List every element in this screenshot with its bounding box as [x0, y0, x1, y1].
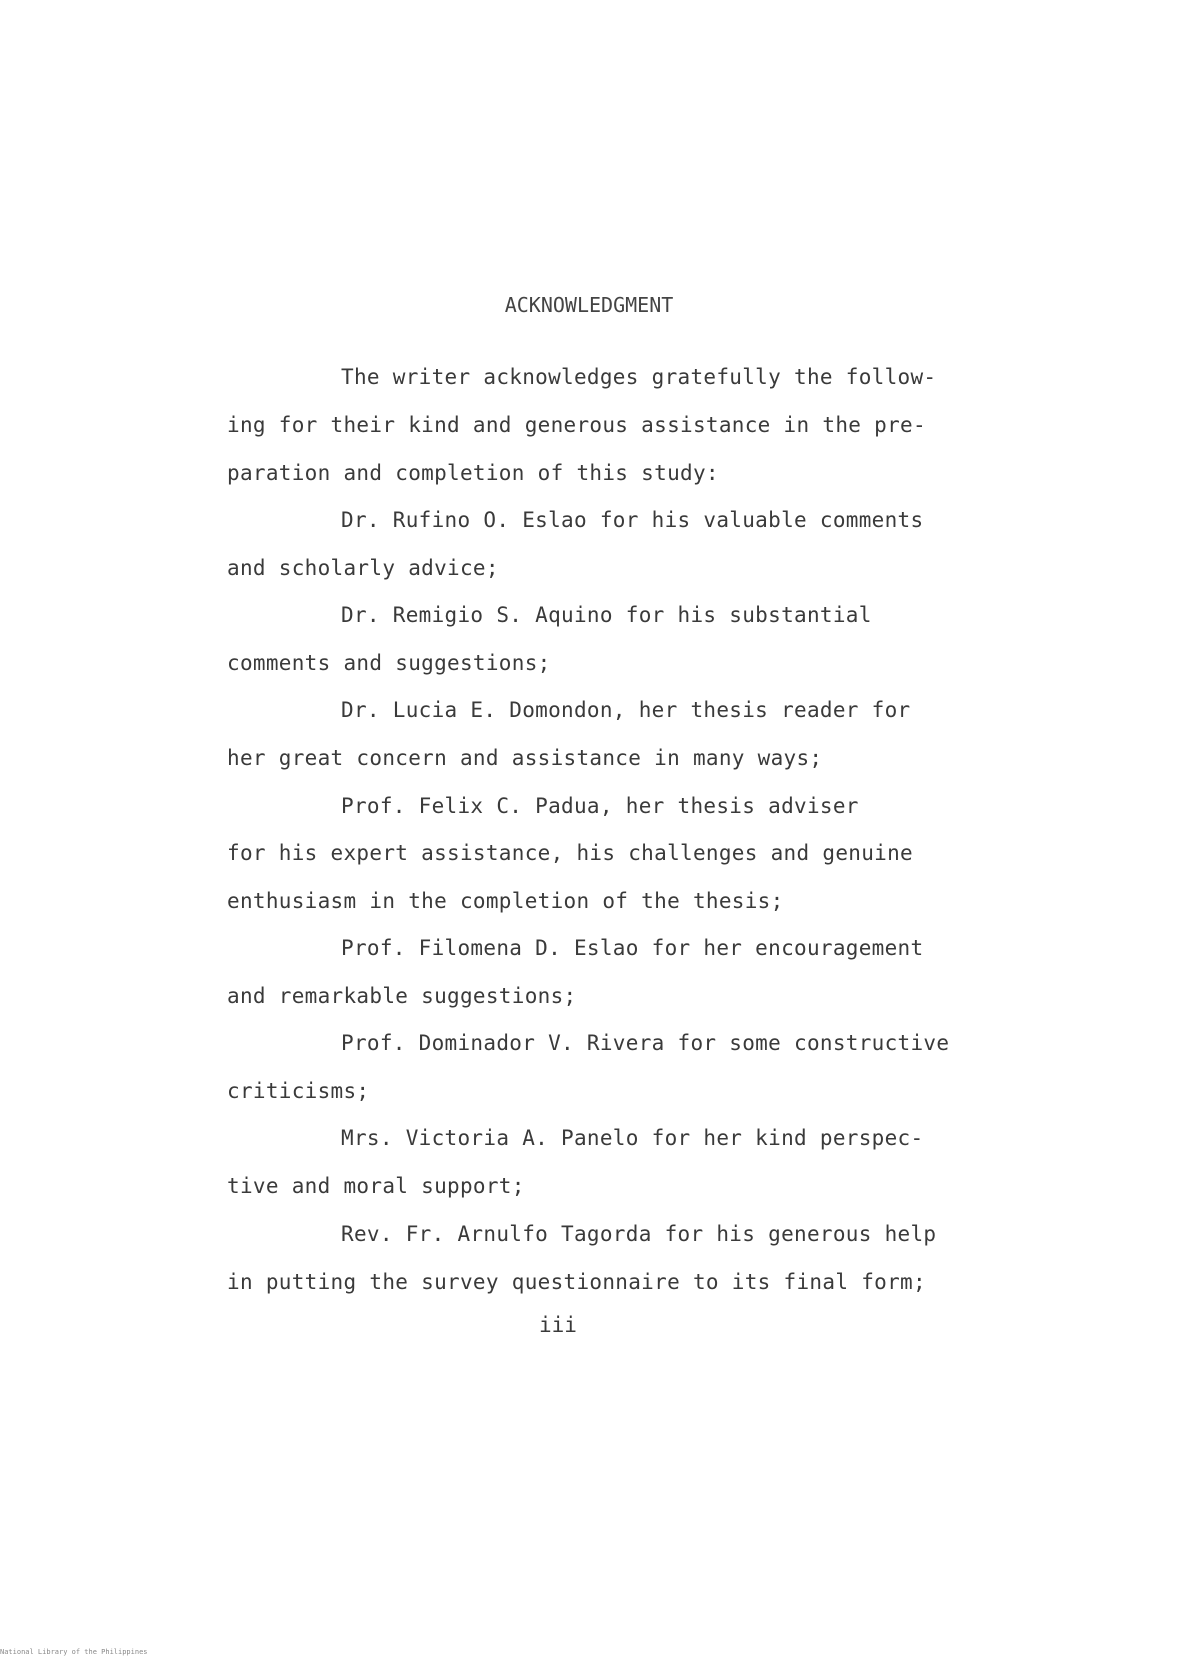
page-title: ACKNOWLEDGMENT: [504, 293, 674, 317]
page-number: iii: [539, 1313, 577, 1337]
text-line: Prof. Felix C. Padua, her thesis adviser: [341, 794, 859, 818]
text-line: Dr. Lucia E. Domondon, her thesis reader for: [341, 698, 911, 722]
text-line: and scholarly advice;: [227, 556, 499, 580]
text-line: comments and suggestions;: [227, 651, 551, 675]
text-line: enthusiasm in the completion of the thesis;: [227, 889, 784, 913]
text-line: Rev. Fr. Arnulfo Tagorda for his generous help: [341, 1222, 937, 1246]
text-line: for his expert assistance, his challenges and genuine: [227, 841, 913, 865]
text-line: in putting the survey questionnaire to its final form;: [227, 1270, 926, 1294]
footer-note: National Library of the Philippines: [0, 1648, 148, 1656]
text-line: Prof. Dominador V. Rivera for some constructive: [341, 1031, 950, 1055]
text-line: Prof. Filomena D. Eslao for her encouragement: [341, 936, 924, 960]
text-line: ing for their kind and generous assistance in the pre-: [227, 413, 926, 437]
text-line: Dr. Remigio S. Aquino for his substantial: [341, 603, 872, 627]
text-line: tive and moral support;: [227, 1174, 525, 1198]
text-line: Dr. Rufino O. Eslao for his valuable comments: [341, 508, 924, 532]
text-line: The writer acknowledges gratefully the follow-: [341, 365, 937, 389]
text-line: Mrs. Victoria A. Panelo for her kind perspec-: [341, 1126, 924, 1150]
text-line: her great concern and assistance in many ways;: [227, 746, 823, 770]
text-line: criticisms;: [227, 1079, 370, 1103]
text-line: paration and completion of this study:: [227, 461, 719, 485]
text-line: and remarkable suggestions;: [227, 984, 577, 1008]
